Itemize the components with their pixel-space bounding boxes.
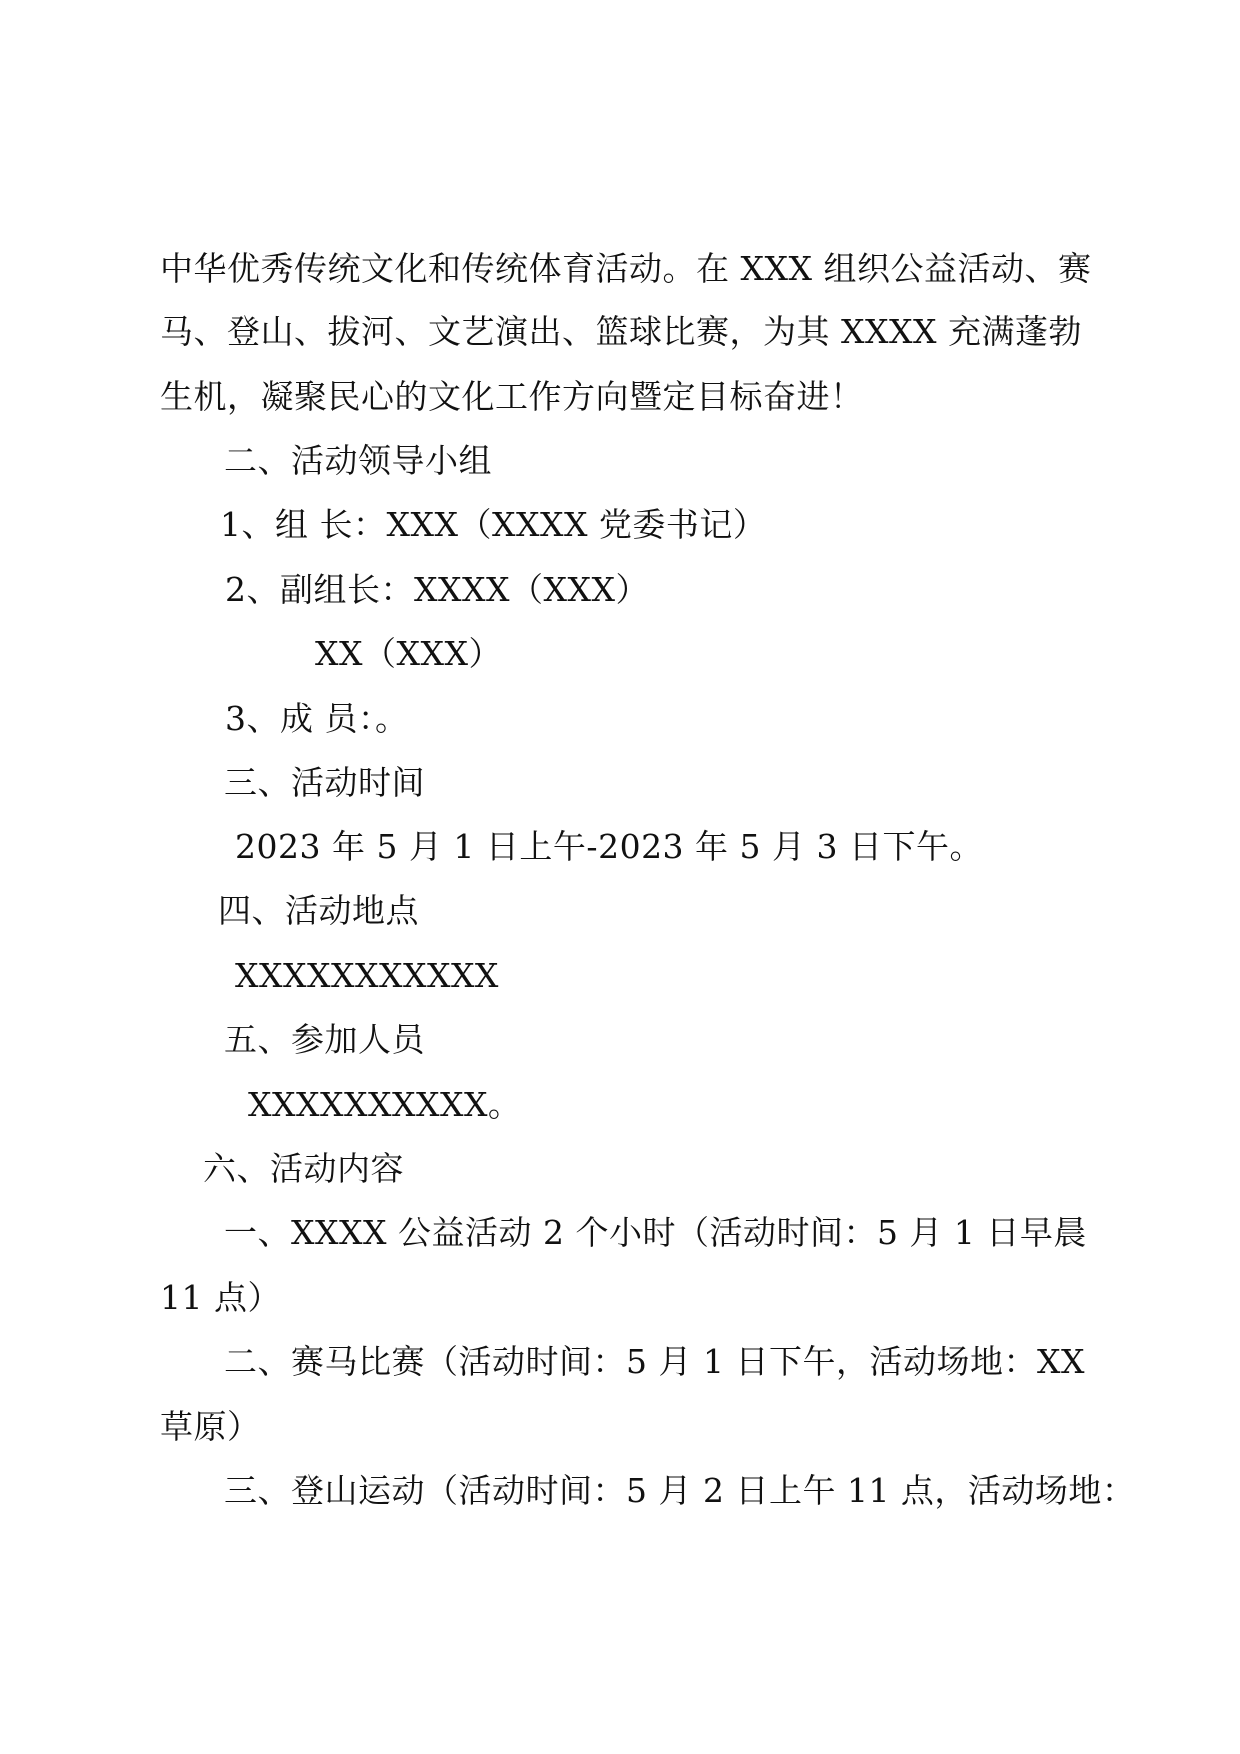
body-text-line: 11 点） (160, 1278, 281, 1317)
body-text-line: 2023 年 5 月 1 日上午-2023 年 5 月 3 日下午。 (235, 827, 983, 866)
body-text-line: XXXXXXXXXX。 (248, 1085, 522, 1124)
body-text-line: 生机，凝聚民心的文化工作方向暨定目标奋进！ (160, 377, 864, 416)
list-item: 2、副组长：XXXX（XXX） (225, 570, 649, 609)
body-text-line: 二、赛马比赛（活动时间：5 月 1 日下午，活动场地：XX (224, 1342, 1085, 1381)
body-text-line: 一、XXXX 公益活动 2 个小时（活动时间：5 月 1 日早晨 (224, 1213, 1087, 1252)
section-heading: 六、活动内容 (203, 1149, 404, 1188)
section-heading: 五、参加人员 (224, 1020, 425, 1059)
section-heading: 二、活动领导小组 (224, 441, 492, 480)
list-item: 1、组 长：XXX（XXXX 党委书记） (220, 505, 767, 544)
body-text-line: XXXXXXXXXXX (235, 956, 499, 995)
body-text-line: 三、登山运动（活动时间：5 月 2 日上午 11 点，活动场地： (224, 1471, 1136, 1510)
section-heading: 四、活动地点 (218, 891, 419, 930)
body-text-line: 草原） (160, 1407, 261, 1446)
list-item: 3、成 员：。 (225, 699, 409, 738)
section-heading: 三、活动时间 (224, 763, 425, 802)
list-item: XX（XXX） (315, 634, 502, 673)
body-text-line: 马、登山、拔河、文艺演出、篮球比赛，为其 XXXX 充满蓬勃 (160, 312, 1082, 351)
body-text-line: 中华优秀传统文化和传统体育活动。在 XXX 组织公益活动、赛 (160, 249, 1092, 288)
